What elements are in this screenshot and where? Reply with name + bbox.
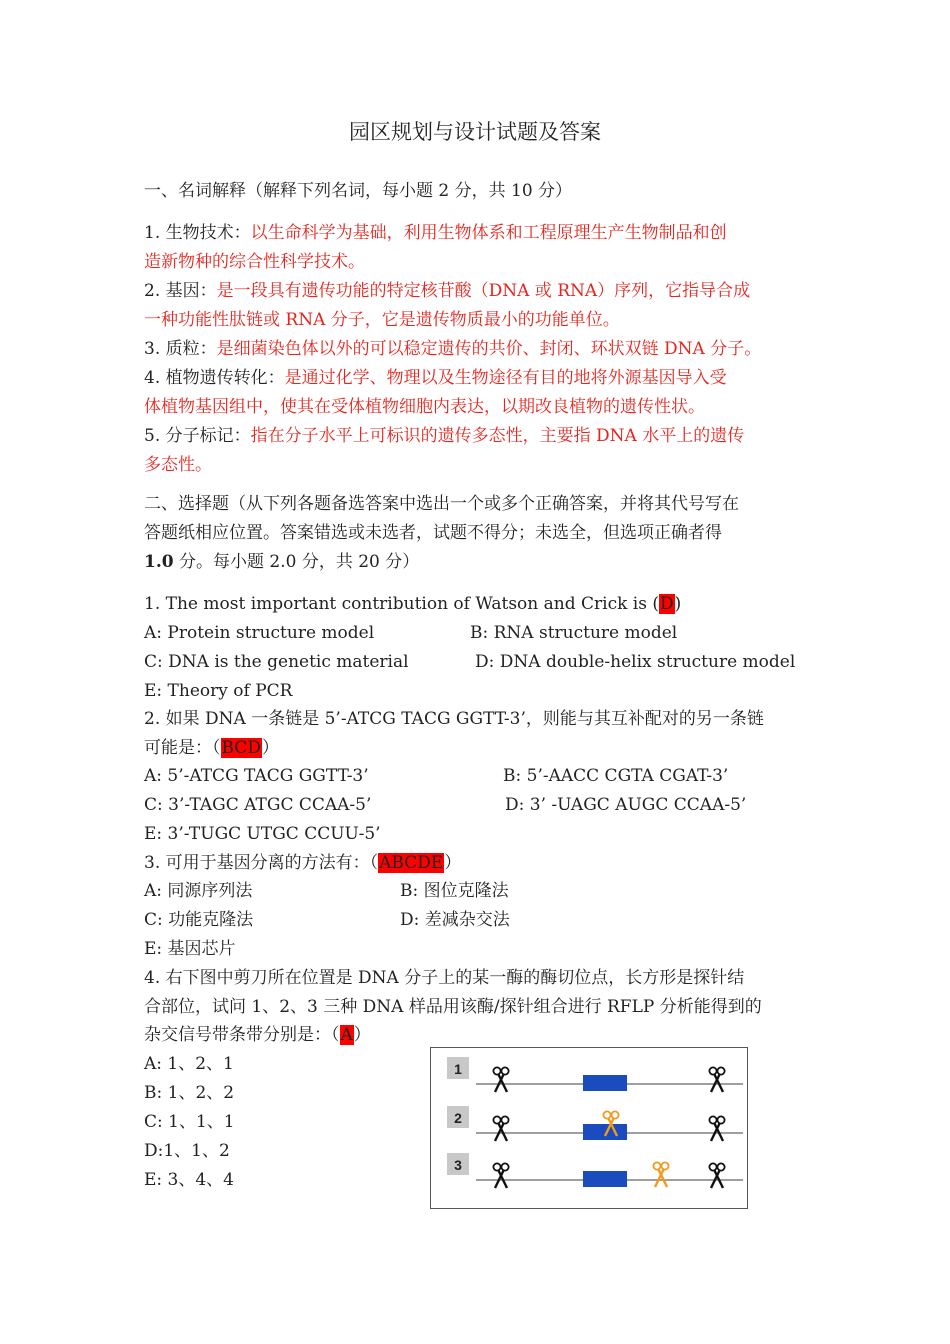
- definition-3: 3. 质粒：是细菌染色体以外的可以稳定遗传的共价、封闭、环状双链 DNA 分子。: [144, 339, 762, 359]
- q4-option-c: C: 1、1、1: [144, 1112, 235, 1132]
- scissors-icon: [709, 1163, 724, 1188]
- section2-heading-1: 二、选择题（从下列各题备选答案中选出一个或多个正确答案，并将其代号写在: [144, 494, 739, 514]
- question-4-cont2: 杂交信号带条带分别是：（A）: [144, 1025, 371, 1045]
- row-label: 2: [454, 1110, 462, 1126]
- scissors-icon: [493, 1067, 508, 1092]
- section2-heading-2: 答题纸相应位置。答案错选或未选者，试题不得分；未选全，但选项正确者得: [144, 523, 722, 543]
- q3-option-e: E: 基因芯片: [144, 939, 236, 959]
- probe-box: [583, 1171, 627, 1187]
- answer-highlight: ABCDE: [379, 853, 444, 873]
- q4-option-a: A: 1、2、1: [144, 1054, 234, 1074]
- question-1: 1. The most important contribution of Watson and Crick is (D): [144, 594, 682, 614]
- answer-highlight: A: [340, 1025, 353, 1045]
- q4-option-d: D:1、1、2: [144, 1141, 230, 1161]
- scissors-icon: [493, 1163, 508, 1188]
- page-title: 园区规划与设计试题及答案: [349, 120, 601, 144]
- q1-option-c: C: DNA is the genetic material: [144, 652, 409, 672]
- definition-1-cont: 造新物种的综合性科学技术。: [144, 252, 365, 272]
- question-4: 4. 右下图中剪刀所在位置是 DNA 分子上的某一酶的酶切位点，长方形是探针结: [144, 968, 745, 988]
- row-label: 3: [454, 1157, 462, 1173]
- q1-option-a: A: Protein structure model: [144, 623, 375, 643]
- scissors-icon: [709, 1067, 724, 1092]
- q4-option-e: E: 3、4、4: [144, 1170, 234, 1190]
- probe-box: [583, 1075, 627, 1091]
- q1-option-e: E: Theory of PCR: [144, 681, 293, 701]
- section1-heading: 一、名词解释（解释下列名词，每小题 2 分，共 10 分）: [144, 181, 573, 201]
- answer-highlight: D: [660, 594, 674, 614]
- q3-option-d: D: 差减杂交法: [400, 910, 510, 930]
- definition-1: 1. 生物技术：以生命科学为基础，利用生物体系和工程原理生产生物制品和创: [144, 223, 727, 243]
- q2-option-c: C: 3’-TAGC ATGC CCAA-5’: [144, 795, 372, 815]
- scissors-icon: [493, 1116, 508, 1141]
- question-4-cont: 合部位，试问 1、2、3 三种 DNA 样品用该酶/探针组合进行 RFLP 分析能得到的: [144, 997, 762, 1017]
- q2-option-e: E: 3’-TUGC UTGC CCUU-5’: [144, 824, 381, 844]
- q3-option-b: B: 图位克隆法: [400, 881, 509, 901]
- q3-option-a: A: 同源序列法: [144, 881, 253, 901]
- definition-2-cont: 一种功能性肽链或 RNA 分子，它是遗传物质最小的功能单位。: [144, 310, 620, 330]
- q1-option-b: B: RNA structure model: [470, 623, 678, 643]
- q2-option-a: A: 5’-ATCG TACG GGTT-3’: [144, 766, 369, 786]
- q4-option-b: B: 1、2、2: [144, 1083, 235, 1103]
- question-3: 3. 可用于基因分离的方法有：（ABCDE）: [144, 853, 462, 873]
- scissors-icon: [653, 1162, 668, 1187]
- q1-option-d: D: DNA double-helix structure model: [475, 652, 796, 672]
- q3-option-c: C: 功能克隆法: [144, 910, 254, 930]
- answer-highlight: BCD: [221, 738, 261, 758]
- row-label: 1: [454, 1061, 462, 1077]
- question-2-cont: 可能是：（BCD）: [144, 738, 279, 758]
- section2-heading-3: 1.0 分。每小题 2.0 分，共 20 分）: [144, 552, 420, 572]
- definition-5-cont: 多态性。: [144, 455, 212, 475]
- definition-2: 2. 基因：是一段具有遗传功能的特定核苷酸（DNA 或 RNA）序列，它指导合成: [144, 281, 751, 301]
- scissors-icon: [709, 1116, 724, 1141]
- definition-5: 5. 分子标记：指在分子水平上可标识的遗传多态性，主要指 DNA 水平上的遗传: [144, 426, 745, 446]
- q2-option-b: B: 5’-AACC CGTA CGAT-3’: [503, 766, 729, 786]
- definition-4: 4. 植物遗传转化：是通过化学、物理以及生物途径有目的地将外源基因导入受: [144, 368, 727, 388]
- rflp-diagram: [431, 1048, 747, 1208]
- question-2: 2. 如果 DNA 一条链是 5’-ATCG TACG GGTT-3’，则能与其互补配对的另一条链: [144, 709, 764, 729]
- probe-box: [583, 1124, 627, 1140]
- definition-4-cont: 体植物基因组中，使其在受体植物细胞内表达，以期改良植物的遗传性状。: [144, 397, 705, 417]
- rflp-figure: [430, 1047, 748, 1209]
- q2-option-d: D: 3’ -UAGC AUGC CCAA-5’: [505, 795, 747, 815]
